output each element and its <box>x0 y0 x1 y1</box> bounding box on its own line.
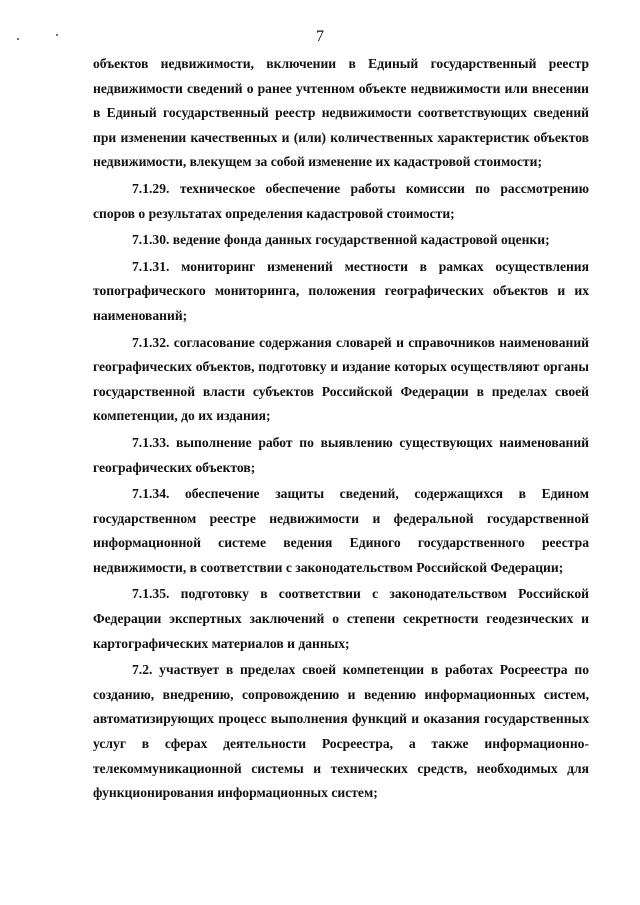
paragraph-7-2: 7.2. участвует в пределах своей компетенции в работах Росреестра по созданию, внедрению, сопровождению и ведению информационных систем, автоматизирующих процесс выполнения функций и оказания государственных услуг в сферах деятельности Росреестра, а также информационно-телекоммуникационной системы и технических средств, необходимых для функционирования информационных систем; <box>93 662 589 801</box>
paragraph-7-1-34: 7.1.34. обеспечение защиты сведений, содержащихся в Едином государственном реестре недвижимости и федеральной государственной информационной системе ведения Единого государственного реестра недвижимости, в соответствии с законодательством Российской Федерации; <box>93 486 589 575</box>
paragraph-7-1-30: 7.1.30. ведение фонда данных государственной кадастровой оценки; <box>132 232 550 248</box>
paragraph-7-1-32: 7.1.32. согласование содержания словарей и справочников наименований географических объектов, подготовку и издание которых осуществляют органы государственной власти субъектов Российской Федерации в пределах своей компетенции, до их издания; <box>93 334 589 424</box>
document-body <box>93 52 589 806</box>
paragraph-continuation: объектов недвижимости, включении в Единый государственный реестр недвижимости сведений о ранее учтенном объекте недвижимости или внесении в Единый государственный реестр недвижимости соответствующих сведений при изменении качественных и (или) количественных характеристик объектов недвижимости, влекущем за собой изменение их кадастровой стоимости; <box>93 56 589 170</box>
paragraph-7-1-29: 7.1.29. техническое обеспечение работы комиссии по рассмотрению споров о результатах определения кадастровой стоимости; <box>93 180 589 221</box>
paragraph-7-1-35: 7.1.35. подготовку в соответствии с законодательством Российской Федерации экспертных заключений о степени секретности геодезических и картографических материалов и данных; <box>93 586 589 651</box>
paragraph-7-1-31: 7.1.31. мониторинг изменений местности в рамках осуществления топографического мониторинга, положения географических объектов и их наименований; <box>93 258 589 323</box>
page-number: 7 <box>316 28 324 45</box>
paragraph-7-1-33: 7.1.33. выполнение работ по выявлению существующих наименований географических объектов; <box>93 434 589 475</box>
